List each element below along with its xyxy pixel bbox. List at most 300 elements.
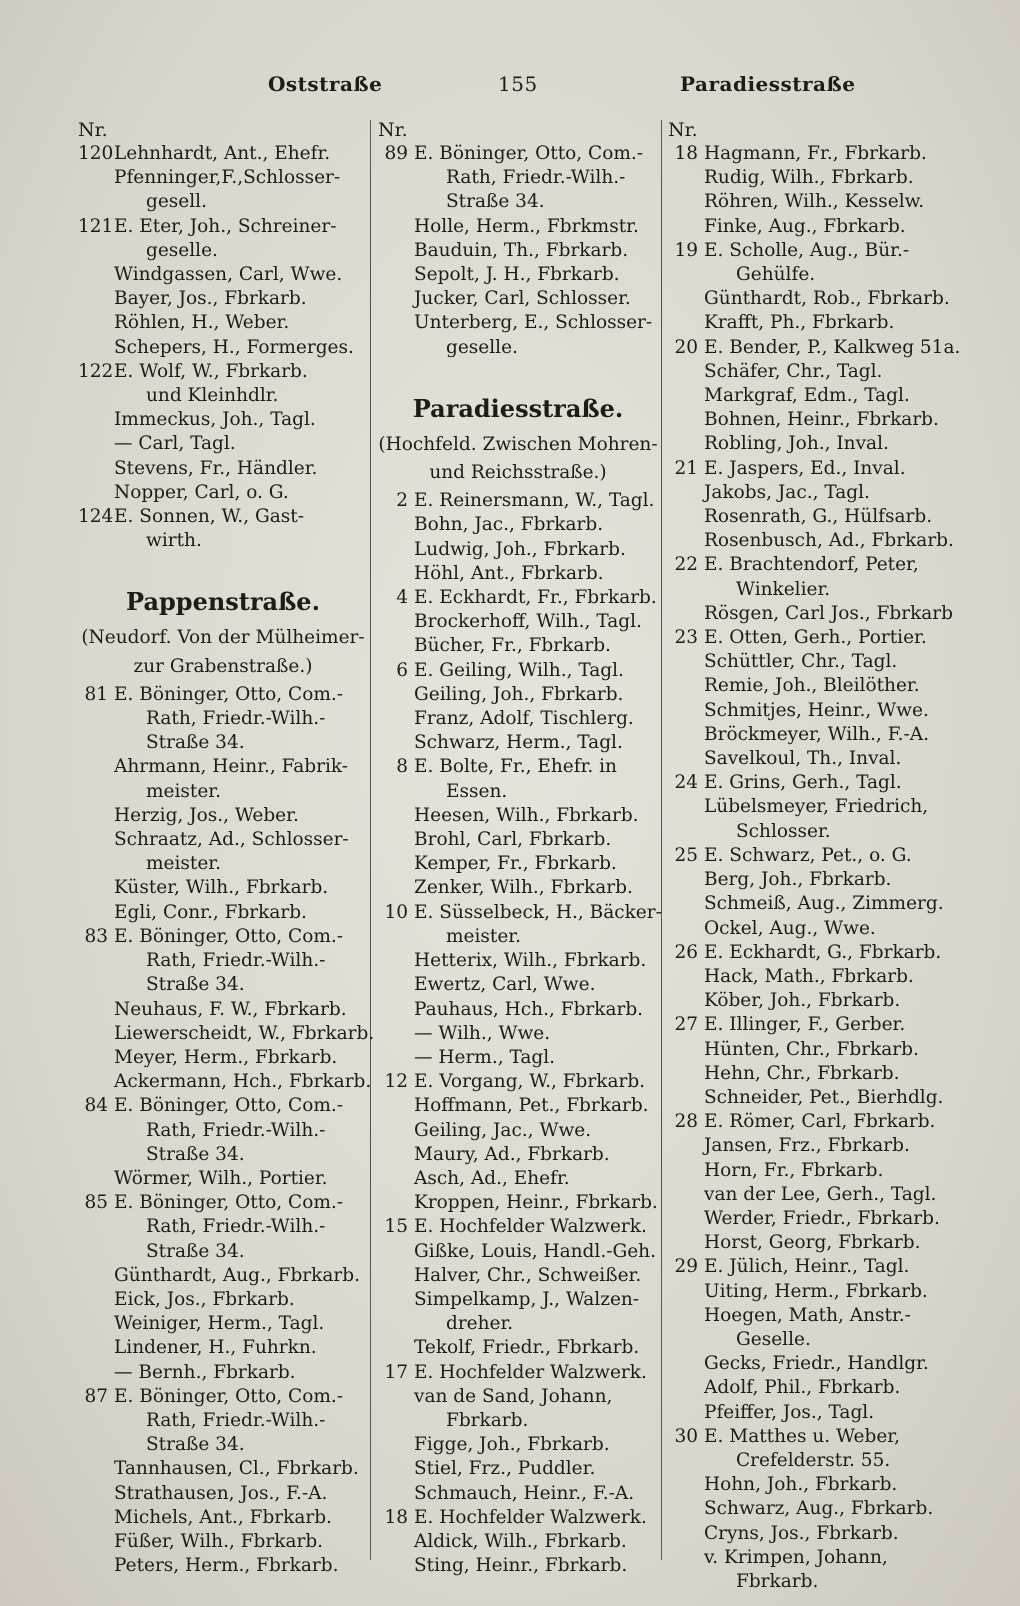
entry-text: Schüttler, Chr., Tagl. xyxy=(704,651,898,673)
entry-text: Küster, Wilh., Fbrkarb. xyxy=(114,877,329,899)
directory-entry-line xyxy=(668,699,968,723)
entry-text: Hack, Math., Fbrkarb. xyxy=(704,965,914,987)
entry-text: Liewerscheidt, W., Fbrkarb. xyxy=(114,1022,375,1044)
directory-entry-line xyxy=(378,1433,658,1457)
directory-entry-line xyxy=(78,263,368,287)
entry-text: dreher. xyxy=(446,1313,514,1335)
directory-entry-line xyxy=(668,1183,968,1207)
directory-entry-line xyxy=(668,1497,968,1521)
directory-entry-line xyxy=(378,1046,658,1070)
nr-label: Nr. xyxy=(668,119,698,141)
nr-label: Nr. xyxy=(378,119,408,141)
entry-text: Jucker, Carl, Schlosser. xyxy=(414,288,631,310)
directory-entry-line xyxy=(378,659,658,683)
entry-text: Finke, Aug., Fbrkarb. xyxy=(704,215,906,237)
entry-text: Brockerhoff, Wilh., Tagl. xyxy=(414,611,642,633)
entry-text: Ewertz, Carl, Wwe. xyxy=(414,974,596,996)
directory-entry-line xyxy=(78,384,368,408)
entry-text: E. Otten, Gerh., Portier. xyxy=(704,627,927,649)
entry-text: E. Böninger, Otto, Com.- xyxy=(114,683,344,705)
directory-entry-line xyxy=(668,215,968,239)
directory-entry-line xyxy=(668,771,968,795)
house-number: 30 xyxy=(674,1425,698,1447)
directory-entry-line xyxy=(78,1240,368,1264)
directory-entry-line xyxy=(668,747,968,771)
directory-entry-line xyxy=(378,215,658,239)
entry-text: Röhren, Wilh., Kesselw. xyxy=(704,191,925,213)
entry-text: Hohn, Joh., Fbrkarb. xyxy=(704,1474,898,1496)
directory-entry-line xyxy=(78,1070,372,1094)
entry-text: Essen. xyxy=(446,780,508,802)
entry-text: Bauduin, Th., Fbrkarb. xyxy=(414,239,629,261)
entry-text: Rath, Friedr.-Wilh.- xyxy=(446,167,626,189)
entry-text: Halver, Chr., Schweißer. xyxy=(414,1264,642,1286)
directory-entry-line xyxy=(378,1215,658,1239)
entry-text: Kemper, Fr., Fbrkarb. xyxy=(414,853,617,875)
entry-text: Nopper, Carl, o. G. xyxy=(114,481,289,503)
entry-text: Rath, Friedr.-Wilh.- xyxy=(146,1409,326,1431)
entry-text: Schneider, Pet., Bierhdlg. xyxy=(704,1086,944,1108)
directory-entry-line xyxy=(78,166,368,190)
directory-entry-line xyxy=(668,1328,968,1352)
house-number: 87 xyxy=(84,1385,108,1407)
entry-text: E. Illinger, F., Gerber. xyxy=(704,1014,906,1036)
directory-entry-line xyxy=(78,239,368,263)
directory-entry-line xyxy=(78,1361,368,1385)
entry-text: E. Wolf, W., Fbrkarb. xyxy=(114,360,308,382)
directory-entry-line xyxy=(378,780,658,804)
entry-text: E. Hochfelder Walzwerk. xyxy=(414,1361,647,1383)
directory-entry-line xyxy=(378,1530,658,1554)
directory-entry-line xyxy=(668,844,968,868)
entry-text: gesell. xyxy=(146,191,207,213)
column-3 xyxy=(668,118,968,1594)
entry-text: Höhl, Ant., Fbrkarb. xyxy=(414,562,604,584)
entry-text: Winkelier. xyxy=(736,578,831,600)
entry-text: Horst, Georg, Fbrkarb. xyxy=(704,1232,921,1254)
entry-text: Bohnen, Heinr., Fbrkarb. xyxy=(704,409,939,431)
directory-entry-line xyxy=(78,731,368,755)
entry-text: E. Hochfelder Walzwerk. xyxy=(414,1216,647,1238)
entry-text: Jakobs, Jac., Tagl. xyxy=(704,481,870,503)
directory-entry-line xyxy=(668,408,968,432)
entry-text: Rudig, Wilh., Fbrkarb. xyxy=(704,167,914,189)
entry-text: Franz, Adolf, Tischlerg. xyxy=(414,708,634,730)
house-number: 2 xyxy=(396,490,408,512)
entry-text: Weiniger, Herm., Tagl. xyxy=(114,1313,325,1335)
house-number: 84 xyxy=(84,1095,108,1117)
directory-entry-line xyxy=(378,1312,658,1336)
entry-text: Straße 34. xyxy=(146,1240,245,1262)
entry-text: Tannhausen, Cl., Fbrkarb. xyxy=(114,1458,359,1480)
directory-entry-line xyxy=(378,1167,658,1191)
directory-entry-line xyxy=(78,949,368,973)
entry-text: — Herm., Tagl. xyxy=(414,1046,556,1068)
entry-text: Asch, Ad., Ehefr. xyxy=(414,1167,570,1189)
directory-entry-line xyxy=(78,1336,368,1360)
directory-entry-line xyxy=(78,336,368,360)
entry-text: Ackermann, Hch., Fbrkarb. xyxy=(114,1071,372,1093)
directory-entry-line xyxy=(78,1506,368,1530)
entry-text: Windgassen, Carl, Wwe. xyxy=(114,264,343,286)
directory-entry-line xyxy=(378,1336,658,1360)
entry-text: Lübelsmeyer, Friedrich, xyxy=(704,796,929,818)
street-note: und Reichsstraße.) xyxy=(429,462,607,484)
directory-entry-line xyxy=(668,1231,968,1255)
entry-text: E. Böninger, Otto, Com.- xyxy=(414,143,644,164)
header-left-street: Oststraße xyxy=(268,72,383,96)
house-number: 25 xyxy=(674,844,698,866)
entry-text: Stevens, Fr., Händler. xyxy=(114,457,318,479)
house-number: 18 xyxy=(674,143,698,164)
page-number: 155 xyxy=(498,72,538,96)
entry-text: Günthardt, Rob., Fbrkarb. xyxy=(704,288,950,310)
directory-entry-line xyxy=(668,626,968,650)
directory-entry-line xyxy=(668,1062,968,1086)
entry-text: Immeckus, Joh., Tagl. xyxy=(114,409,316,431)
house-number: 6 xyxy=(396,659,408,681)
directory-entry-line xyxy=(378,731,658,755)
entry-text: E. Eckhardt, Fr., Fbrkarb. xyxy=(414,587,657,609)
directory-entry-line xyxy=(78,804,368,828)
house-number: 83 xyxy=(84,925,108,947)
entry-text: meister. xyxy=(446,925,521,947)
entry-text: E. Vorgang, W., Fbrkarb. xyxy=(414,1071,646,1093)
entry-text: Egli, Conr., Fbrkarb. xyxy=(114,901,307,923)
entry-text: Straße 34. xyxy=(146,732,245,754)
directory-entry-line xyxy=(378,1264,658,1288)
entry-text: Figge, Joh., Fbrkarb. xyxy=(414,1434,610,1456)
entry-list xyxy=(78,142,368,553)
entry-text: Jansen, Frz., Fbrkarb. xyxy=(704,1135,910,1157)
directory-entry-line xyxy=(668,360,968,384)
directory-entry-line xyxy=(78,457,368,481)
nr-label: Nr. xyxy=(78,119,108,141)
directory-entry-line xyxy=(668,311,968,335)
entry-text: Tekolf, Friedr., Fbrkarb. xyxy=(414,1337,640,1359)
entry-text: E. Brachtendorf, Peter, xyxy=(704,554,919,576)
house-number: 29 xyxy=(674,1256,698,1278)
directory-entry-line xyxy=(668,795,968,819)
directory-entry-line xyxy=(668,602,968,626)
entry-text: Pauhaus, Hch., Fbrkarb. xyxy=(414,998,644,1020)
directory-entry-line xyxy=(668,553,968,577)
street-note: (Hochfeld. Zwischen Mohren- xyxy=(378,433,658,455)
directory-entry-line xyxy=(78,1288,368,1312)
house-number: 81 xyxy=(84,683,108,705)
street-heading-pappenstrasse: Pappenstraße. xyxy=(126,587,320,617)
entry-list xyxy=(668,142,968,1594)
directory-entry-line xyxy=(78,1191,368,1215)
directory-entry-line xyxy=(668,650,968,674)
house-number: 4 xyxy=(396,587,408,609)
directory-entry-line xyxy=(378,586,658,610)
directory-entry-line xyxy=(378,949,658,973)
entry-text: Bayer, Jos., Fbrkarb. xyxy=(114,288,307,310)
entry-text: Gehülfe. xyxy=(736,264,816,286)
entry-text: Rosenbusch, Ad., Fbrkarb. xyxy=(704,530,954,552)
entry-text: E. Matthes u. Weber, xyxy=(704,1425,900,1447)
entry-text: Straße 34. xyxy=(146,1143,245,1165)
entry-text: Pfeiffer, Jos., Tagl. xyxy=(704,1401,875,1423)
entry-text: Pfenninger,F.,Schlosser- xyxy=(114,167,341,189)
directory-entry-line xyxy=(668,239,968,263)
entry-text: Robling, Joh., Inval. xyxy=(704,433,889,455)
directory-entry-line xyxy=(668,336,968,360)
entry-text: Straße 34. xyxy=(146,1434,245,1456)
entry-text: E. Sonnen, W., Gast- xyxy=(114,506,304,528)
street-heading-paradiesstrasse: Paradiesstraße. xyxy=(412,393,624,423)
directory-entry-line xyxy=(378,1506,658,1530)
directory-entry-line xyxy=(378,513,658,537)
entry-text: E. Hochfelder Walzwerk. xyxy=(414,1506,647,1528)
entry-text: E. Jülich, Heinr., Tagl. xyxy=(704,1256,910,1278)
directory-entry-line xyxy=(668,1449,968,1473)
entry-text: E. Grins, Gerh., Tagl. xyxy=(704,772,902,794)
directory-entry-line xyxy=(668,1086,968,1110)
entry-text: Simpelkamp, J., Walzen- xyxy=(414,1288,640,1310)
directory-entry-line xyxy=(668,1425,968,1449)
entry-text: Herzig, Jos., Weber. xyxy=(114,804,299,826)
directory-entry-line xyxy=(378,1457,658,1481)
entry-text: Lindener, H., Fuhrkn. xyxy=(114,1337,317,1359)
entry-text: Michels, Ant., Fbrkarb. xyxy=(114,1506,332,1528)
entry-text: Hetterix, Wilh., Fbrkarb. xyxy=(414,950,647,972)
house-number: 124 xyxy=(78,506,114,528)
directory-entry-line xyxy=(668,142,968,166)
entry-text: Strathausen, Jos., F.-A. xyxy=(114,1482,328,1504)
entry-text: Wörmer, Wilh., Portier. xyxy=(114,1167,328,1189)
directory-entry-line xyxy=(78,432,368,456)
entry-text: Rath, Friedr.-Wilh.- xyxy=(146,950,326,972)
entry-text: und Kleinhdlr. xyxy=(146,385,279,407)
directory-entry-line xyxy=(668,1280,968,1304)
entry-text: Rath, Friedr.-Wilh.- xyxy=(146,1119,326,1141)
directory-entry-line xyxy=(378,166,658,190)
entry-text: Kroppen, Heinr., Fbrkarb. xyxy=(414,1192,658,1214)
entry-text: E. Böninger, Otto, Com.- xyxy=(114,1095,344,1117)
entry-text: Schwarz, Aug., Fbrkarb. xyxy=(704,1498,934,1520)
directory-entry-line xyxy=(78,998,368,1022)
directory-entry-line xyxy=(78,1433,368,1457)
directory-entry-line xyxy=(668,1134,968,1158)
directory-entry-line xyxy=(378,287,658,311)
house-number: 20 xyxy=(674,336,698,358)
directory-entry-line xyxy=(668,1546,968,1570)
entry-text: Bücher, Fr., Fbrkarb. xyxy=(414,635,611,657)
directory-entry-line xyxy=(668,481,968,505)
entry-text: meister. xyxy=(146,853,221,875)
directory-entry-line xyxy=(378,562,658,586)
directory-entry-line xyxy=(668,190,968,214)
directory-entry-line xyxy=(668,820,968,844)
directory-entry-line xyxy=(78,1022,375,1046)
directory-entry-line xyxy=(78,1119,368,1143)
directory-entry-line xyxy=(378,852,658,876)
entry-text: van der Lee, Gerh., Tagl. xyxy=(704,1183,937,1205)
entry-text: E. Eter, Joh., Schreiner- xyxy=(114,215,337,237)
entry-text: E. Scholle, Aug., Bür.- xyxy=(704,239,910,261)
entry-text: Remie, Joh., Bleilöther. xyxy=(704,675,920,697)
entry-text: E. Schwarz, Pet., o. G. xyxy=(704,844,912,866)
house-number: 23 xyxy=(674,627,698,649)
directory-entry-line xyxy=(668,917,968,941)
entry-text: Hoegen, Math, Anstr.- xyxy=(704,1304,911,1326)
entry-text: E. Reinersmann, W., Tagl. xyxy=(414,490,655,512)
entry-text: Ludwig, Joh., Fbrkarb. xyxy=(414,538,626,560)
house-number: 27 xyxy=(674,1014,698,1036)
entry-text: meister. xyxy=(146,780,221,802)
directory-entry-line xyxy=(78,1554,368,1578)
entry-text: Rosenrath, G., Hülfsarb. xyxy=(704,506,933,528)
house-number: 24 xyxy=(674,772,698,794)
directory-entry-line xyxy=(78,1167,368,1191)
directory-entry-line xyxy=(378,901,662,925)
entry-text: Rösgen, Carl Jos., Fbrkarb xyxy=(704,602,953,624)
directory-entry-line xyxy=(78,1143,368,1167)
directory-entry-line xyxy=(78,1094,368,1118)
directory-entry-line xyxy=(668,432,968,456)
directory-entry-line xyxy=(78,707,368,731)
entry-text: Günthardt, Aug., Fbrkarb. xyxy=(114,1264,360,1286)
directory-entry-line xyxy=(668,1304,968,1328)
directory-entry-line xyxy=(78,1385,368,1409)
entry-text: Uiting, Herm., Fbrkarb. xyxy=(704,1280,928,1302)
entry-text: Schraatz, Ad., Schlosser- xyxy=(114,829,349,851)
entry-text: Meyer, Herm., Fbrkarb. xyxy=(114,1046,338,1068)
directory-entry-line xyxy=(378,707,658,731)
house-number: 22 xyxy=(674,554,698,576)
directory-entry-line xyxy=(378,538,658,562)
directory-entry-line xyxy=(378,828,658,852)
house-number: 19 xyxy=(674,239,698,261)
entry-text: Rath, Friedr.-Wilh.- xyxy=(146,1216,326,1238)
directory-entry-line xyxy=(78,505,368,529)
entry-text: Bohn, Jac., Fbrkarb. xyxy=(414,514,604,536)
directory-entry-line xyxy=(668,1255,968,1279)
entry-text: Brohl, Carl, Fbrkarb. xyxy=(414,829,612,851)
column-2 xyxy=(378,118,662,1578)
directory-entry-line xyxy=(378,876,658,900)
directory-entry-line xyxy=(668,1352,968,1376)
entry-text: Gecks, Friedr., Handlgr. xyxy=(704,1353,929,1375)
directory-entry-line xyxy=(668,868,968,892)
directory-entry-line xyxy=(378,634,658,658)
house-number: 12 xyxy=(384,1071,408,1093)
directory-entry-line xyxy=(378,1482,658,1506)
entry-text: Hünten, Chr., Fbrkarb. xyxy=(704,1038,919,1060)
entry-text: Rath, Friedr.-Wilh.- xyxy=(146,708,326,730)
directory-entry-line xyxy=(378,489,658,513)
column-rule-2 xyxy=(661,120,662,1560)
directory-entry-line xyxy=(378,263,658,287)
entry-text: Werder, Friedr., Fbrkarb. xyxy=(704,1207,940,1229)
directory-entry-line xyxy=(378,1288,658,1312)
directory-entry-line xyxy=(668,578,968,602)
directory-entry-line xyxy=(78,876,368,900)
entry-text: Eick, Jos., Fbrkarb. xyxy=(114,1288,295,1310)
entry-text: Berg, Joh., Fbrkarb. xyxy=(704,869,892,891)
entry-text: Geiling, Jac., Wwe. xyxy=(414,1119,592,1141)
entry-text: wirth. xyxy=(146,530,202,552)
entry-text: Holle, Herm., Fbrkmstr. xyxy=(414,215,639,237)
entry-text: Ockel, Aug., Wwe. xyxy=(704,917,876,939)
entry-text: — Bernh., Fbrkarb. xyxy=(114,1361,296,1383)
entry-text: Straße 34. xyxy=(446,191,545,213)
entry-text: E. Süsselbeck, H., Bäcker- xyxy=(414,901,662,923)
directory-entry-line xyxy=(78,529,368,553)
entry-text: Adolf, Phil., Fbrkarb. xyxy=(704,1377,901,1399)
entry-text: Fbrkarb. xyxy=(736,1570,819,1592)
entry-text: — Carl, Tagl. xyxy=(114,433,236,455)
entry-text: Sting, Heinr., Fbrkarb. xyxy=(414,1555,628,1577)
entry-text: Lehnhardt, Ant., Ehefr. xyxy=(114,143,331,164)
entry-text: Köber, Joh., Fbrkarb. xyxy=(704,990,901,1012)
directory-entry-line xyxy=(78,142,368,166)
directory-entry-line xyxy=(378,336,658,360)
entry-text: geselle. xyxy=(146,239,218,261)
house-number: 120 xyxy=(78,143,114,164)
entry-text: Hagmann, Fr., Fbrkarb. xyxy=(704,143,927,164)
house-number: 122 xyxy=(78,360,114,382)
house-number: 21 xyxy=(674,457,698,479)
directory-entry-line xyxy=(78,1046,368,1070)
entry-text: Schmauch, Heinr., F.-A. xyxy=(414,1482,635,1504)
directory-entry-line xyxy=(378,1094,658,1118)
directory-entry-line xyxy=(668,965,968,989)
directory-entry-line xyxy=(78,852,368,876)
house-number: 18 xyxy=(384,1506,408,1528)
directory-entry-line xyxy=(668,1522,968,1546)
directory-entry-line xyxy=(668,989,968,1013)
entry-text: E. Böninger, Otto, Com.- xyxy=(114,1192,344,1214)
street-note: zur Grabenstraße.) xyxy=(133,655,313,677)
directory-entry-line xyxy=(668,457,968,481)
entry-text: Heesen, Wilh., Fbrkarb. xyxy=(414,804,639,826)
entry-text: Zenker, Wilh., Fbrkarb. xyxy=(414,877,633,899)
entry-text: E. Eckhardt, G., Fbrkarb. xyxy=(704,941,942,963)
directory-entry-line xyxy=(378,1385,658,1409)
directory-entry-line xyxy=(378,1143,658,1167)
column-rule-1 xyxy=(370,120,371,1560)
directory-entry-line xyxy=(378,1119,658,1143)
directory-entry-line xyxy=(668,1013,968,1037)
header-right-street: Paradiesstraße xyxy=(680,72,856,96)
entry-text: Krafft, Ph., Fbrkarb. xyxy=(704,312,895,334)
entry-text: Neuhaus, F. W., Fbrkarb. xyxy=(114,998,347,1020)
entry-text: Sepolt, J. H., Fbrkarb. xyxy=(414,264,620,286)
entry-text: Fbrkarb. xyxy=(446,1409,529,1431)
entry-text: Schmitjes, Heinr., Wwe. xyxy=(704,699,929,721)
entry-text: Geiling, Joh., Fbrkarb. xyxy=(414,683,624,705)
entry-text: Stiel, Frz., Puddler. xyxy=(414,1458,596,1480)
directory-entry-line xyxy=(668,384,968,408)
directory-entry-line xyxy=(78,1482,368,1506)
entry-text: Unterberg, E., Schlosser- xyxy=(414,312,653,334)
directory-entry-line xyxy=(668,1570,968,1594)
entry-text: Ahrmann, Heinr., Fabrik- xyxy=(114,756,348,778)
directory-entry-line xyxy=(78,360,368,384)
directory-entry-line xyxy=(78,1264,368,1288)
directory-entry-line xyxy=(78,1312,368,1336)
directory-entry-line xyxy=(78,481,368,505)
entry-list xyxy=(78,683,375,1579)
entry-text: Geselle. xyxy=(736,1328,811,1350)
entry-list xyxy=(378,489,662,1578)
house-number: 17 xyxy=(384,1361,408,1383)
directory-entry-line xyxy=(78,925,368,949)
entry-text: Maury, Ad., Fbrkarb. xyxy=(414,1143,610,1165)
